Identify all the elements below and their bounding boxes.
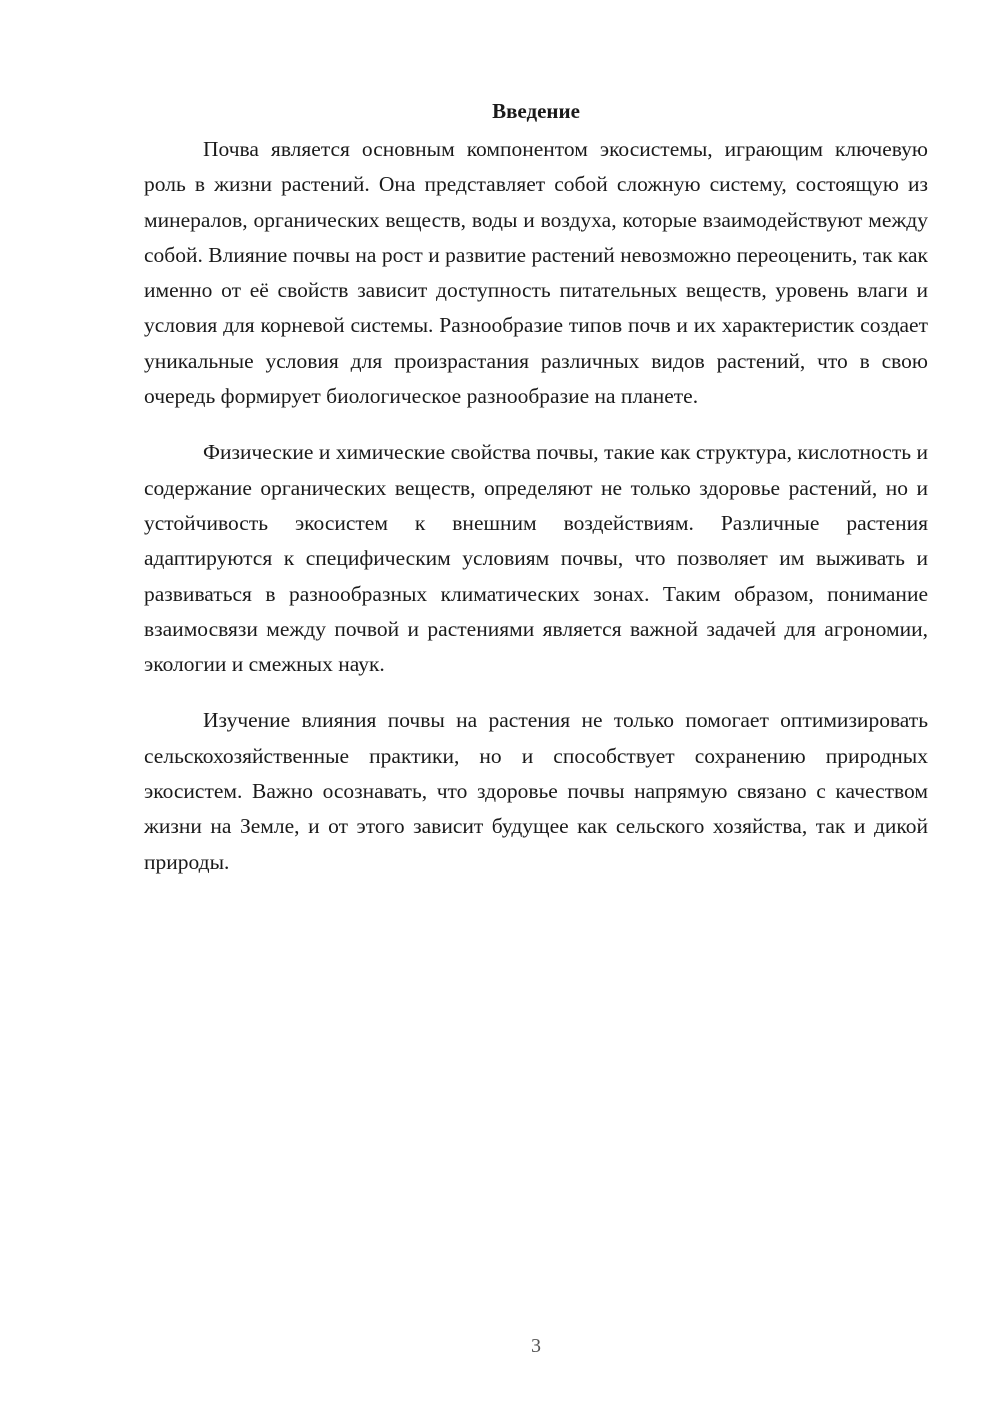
section-heading: Введение bbox=[492, 99, 580, 123]
paragraph-2: Физические и химические свойства почвы, такие как структура, кислотность и содержание органических веществ, определяют не только здоровье растений, но и устойчивость экосистем к внешним воздействиям. Различные растения адаптируются к специфическим условиям почвы, что позволяет им выживать и развиваться в разнообразных климатических зонах. Таким образом, понимание взаимосвязи между почвой и растениями является важной задачей для агрономии, экологии и смежных наук. bbox=[144, 440, 928, 677]
page-number: 3 bbox=[531, 1335, 541, 1357]
paragraph-3: Изучение влияния почвы на растения не только помогает оптимизировать сельскохозяйственные практики, но и способствует сохранению природных экосистем. Важно осознавать, что здоровье почвы напрямую связано с качеством жизни на Земле, и от этого зависит будущее как сельского хозяйства, так и дикой природы. bbox=[144, 708, 928, 874]
paragraph-1: Почва является основным компонентом экосистемы, играющим ключевую роль в жизни растений. Она представляет собой сложную систему, состоящую из минералов, органических веществ, воды и воздуха, которые взаимодействуют между собой. Влияние почвы на рост и развитие растений невозможно переоценить, так как именно от её свойств зависит доступность питательных веществ, уровень влаги и условия для корневой системы. Разнообразие типов почв и их характеристик создает уникальные условия для произрастания различных видов растений, что в свою очередь формирует биологическое разнообразие на планете. bbox=[144, 137, 928, 409]
page-content bbox=[144, 96, 928, 901]
